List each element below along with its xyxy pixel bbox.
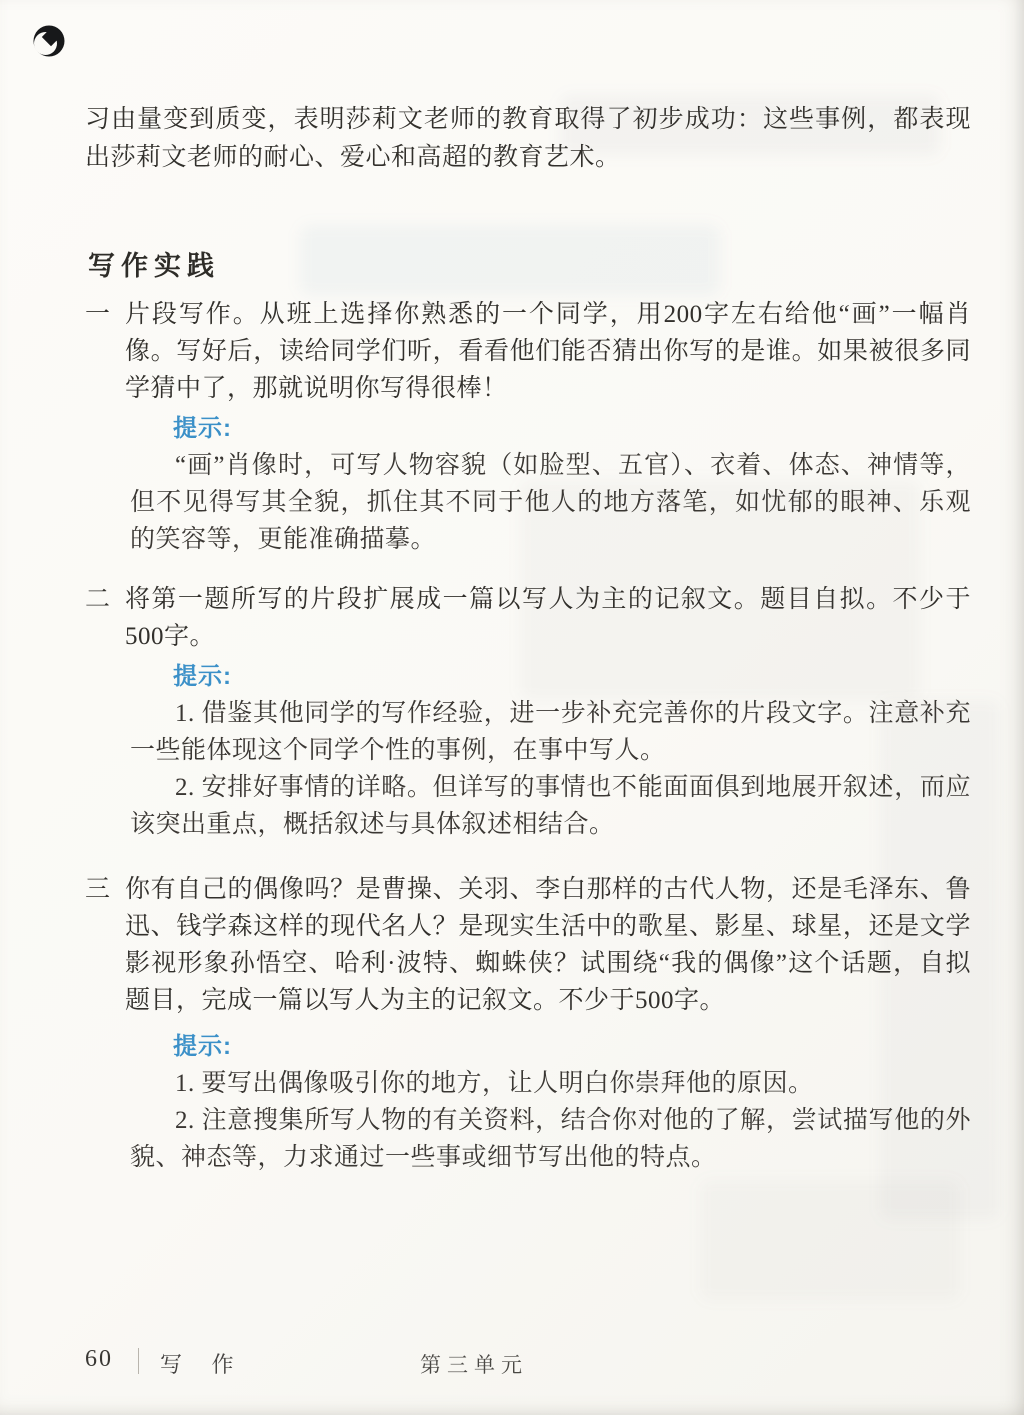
footer-unit-label: 第三单元 (420, 1353, 528, 1377)
intro-paragraph: 习由量变到质变，表明莎莉文老师的教育取得了初步成功：这些事例，都表现出莎莉文老师的耐心、爱心和高超的教育艺术。 (85, 106, 971, 171)
hint-paragraph: 2. 安排好事情的详略。但详写的事情也不能面面俱到地展开叙述，而应该突出重点，概括叙述与具体叙述相结合。 (130, 774, 971, 838)
hint-label: 提示: (173, 415, 232, 442)
task-item-1 (85, 296, 971, 558)
task-text: 片段写作。从班上选择你熟悉的一个同学，用200字左右给他“画”一幅肖像。写好后，读给同学们听，看看他们能否猜出你写的是谁。如果被很多同学猜中了，那就说明你写得很棒！ (125, 301, 971, 402)
hint-paragraph: 1. 要写出偶像吸引你的地方，让人明白你崇拜他的原因。 (175, 1070, 814, 1097)
publisher-logo-icon (30, 22, 68, 60)
hint-paragraph: “画”肖像时，可写人物容貌（如脸型、五官）、衣着、体态、神情等，但不见得写其全貌，抓住其不同于他人的地方落笔，如忧郁的眼神、乐观的笑容等，更能准确描摹。 (130, 452, 971, 553)
hint-paragraph: 1. 借鉴其他同学的写作经验，进一步补充完善你的片段文字。注意补充一些能体现这个同学个性的事例，在事中写人。 (130, 700, 971, 764)
hint-label: 提示: (173, 663, 232, 690)
task-number: 一 (85, 301, 111, 328)
task-text: 你有自己的偶像吗？是曹操、关羽、李白那样的古代人物，还是毛泽东、鲁迅、钱学森这样的现代名人？是现实生活中的歌星、影星、球星，还是文学影视形象孙悟空、哈利·波特、蜘蛛侠？试围绕“我的偶像”这个话题，自拟题目，完成一篇以写人为主的记叙文。不少于500字。 (125, 876, 971, 1014)
task-number: 三 (85, 876, 111, 903)
task-item-2 (85, 581, 971, 843)
bleedthrough-artifact (700, 1180, 960, 1300)
hint-label: 提示: (173, 1033, 232, 1060)
section-heading: 写作实践 (88, 251, 220, 282)
hint-paragraph: 2. 注意搜集所写人物的有关资料，结合你对他的了解，尝试描写他的外貌、神态等，力求通过一些事或细节写出他的特点。 (130, 1107, 971, 1171)
footer-divider (138, 1348, 139, 1374)
footer-section-label: 写 作 (160, 1352, 246, 1377)
page-footer (0, 1346, 1024, 1386)
footer-page-number: 60 (85, 1346, 113, 1372)
task-text: 将第一题所写的片段扩展成一篇以写人为主的记叙文。题目自拟。不少于500字。 (125, 586, 971, 650)
task-item-3 (85, 871, 971, 1176)
bleedthrough-artifact (300, 225, 720, 295)
task-number: 二 (85, 586, 111, 613)
